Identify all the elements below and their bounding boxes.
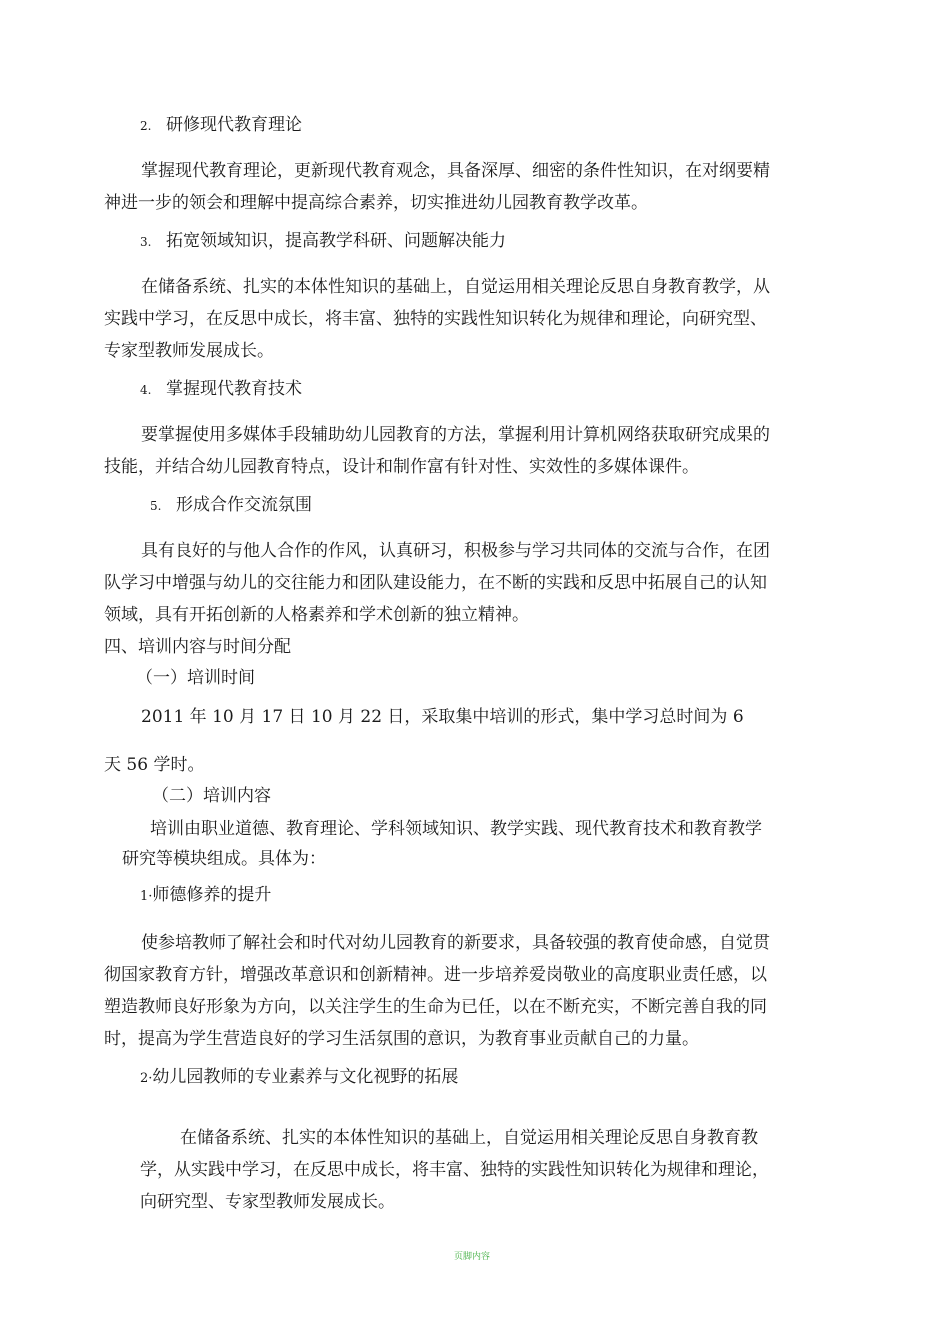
heading-5 (150, 494, 312, 517)
paragraph-line: 具有良好的与他人合作的作风，认真研习，积极参与学习共同体的交流与合作，在团 (141, 541, 770, 561)
item-text: 幼儿园教师的专业素养与文化视野的拓展 (152, 1067, 459, 1087)
heading-4 (140, 378, 302, 401)
heading-text: 研修现代教育理论 (166, 115, 302, 135)
item-number: 1· (140, 889, 153, 904)
paragraph-line: 技能，并结合幼儿园教育特点，设计和制作富有针对性、实效性的多媒体课件。 (104, 457, 699, 477)
heading-number: 4. (140, 383, 152, 397)
heading-2 (140, 114, 302, 137)
paragraph-line: 领域，具有开拓创新的人格素养和学术创新的独立精神。 (104, 605, 529, 625)
paragraph-line: 研究等模块组成。具体为： (122, 849, 326, 869)
paragraph-line: 培训由职业道德、教育理论、学科领域知识、教学实践、现代教育技术和教育教学 (150, 819, 762, 839)
paragraph-line: 掌握现代教育理论，更新现代教育观念，具备深厚、细密的条件性知识，在对纲要精 (141, 161, 770, 181)
paragraph-line: 实践中学习，在反思中成长，将丰富、独特的实践性知识转化为规律和理论，向研究型、 (104, 309, 767, 329)
paragraph-line: 神进一步的领会和理解中提高综合素养，切实推进幼儿园教育教学改革。 (104, 193, 648, 213)
heading-text: 掌握现代教育技术 (166, 379, 302, 399)
page-footer: 页脚内容 (453, 1252, 490, 1262)
sub-one-title: （一）培训时间 (136, 668, 255, 688)
heading-text: 形成合作交流氛围 (176, 495, 312, 515)
heading-3 (140, 230, 506, 253)
item-one-title (140, 884, 271, 908)
item-number: 2· (140, 1071, 153, 1086)
paragraph-line: 2011 年 10 月 17 日 10 月 22 日，采取集中培训的形式，集中学习总时间为 6 (141, 707, 744, 727)
paragraph-line: 在储备系统、扎实的本体性知识的基础上，自觉运用相关理论反思自身教育教学，从 (141, 277, 770, 297)
item-two-title (140, 1066, 458, 1090)
paragraph-line: 时，提高为学生营造良好的学习生活氛围的意识，为教育事业贡献自己的力量。 (104, 1029, 699, 1049)
sub-two-title: （二）培训内容 (152, 786, 271, 806)
paragraph-line: 学，从实践中学习，在反思中成长，将丰富、独特的实践性知识转化为规律和理论， (140, 1160, 769, 1180)
heading-number: 2. (140, 119, 152, 133)
paragraph-line: 彻国家教育方针，增强改革意识和创新精神。进一步培养爱岗敬业的高度职业责任感，以 (104, 965, 767, 985)
part-four-title: 四、培训内容与时间分配 (104, 637, 291, 657)
paragraph-line: 要掌握使用多媒体手段辅助幼儿园教育的方法，掌握利用计算机网络获取研究成果的 (141, 425, 770, 445)
paragraph-line: 队学习中增强与幼儿的交往能力和团队建设能力，在不断的实践和反思中拓展自己的认知 (104, 573, 767, 593)
paragraph-line: 天 56 学时。 (104, 755, 205, 775)
paragraph-line: 专家型教师发展成长。 (104, 341, 274, 361)
paragraph-line: 使参培教师了解社会和时代对幼儿园教育的新要求，具备较强的教育使命感，自觉贯 (141, 933, 770, 953)
heading-number: 5. (150, 499, 162, 513)
paragraph-line: 塑造教师良好形象为方向，以关注学生的生命为已任，以在不断充实，不断完善自我的同 (104, 997, 767, 1017)
paragraph-line: 向研究型、专家型教师发展成长。 (140, 1192, 395, 1212)
heading-text: 拓宽领域知识，提高教学科研、问题解决能力 (166, 231, 506, 251)
item-text: 师德修养的提升 (152, 885, 272, 905)
paragraph-line: 在储备系统、扎实的本体性知识的基础上，自觉运用相关理论反思自身教育教 (180, 1128, 758, 1148)
heading-number: 3. (140, 235, 152, 249)
